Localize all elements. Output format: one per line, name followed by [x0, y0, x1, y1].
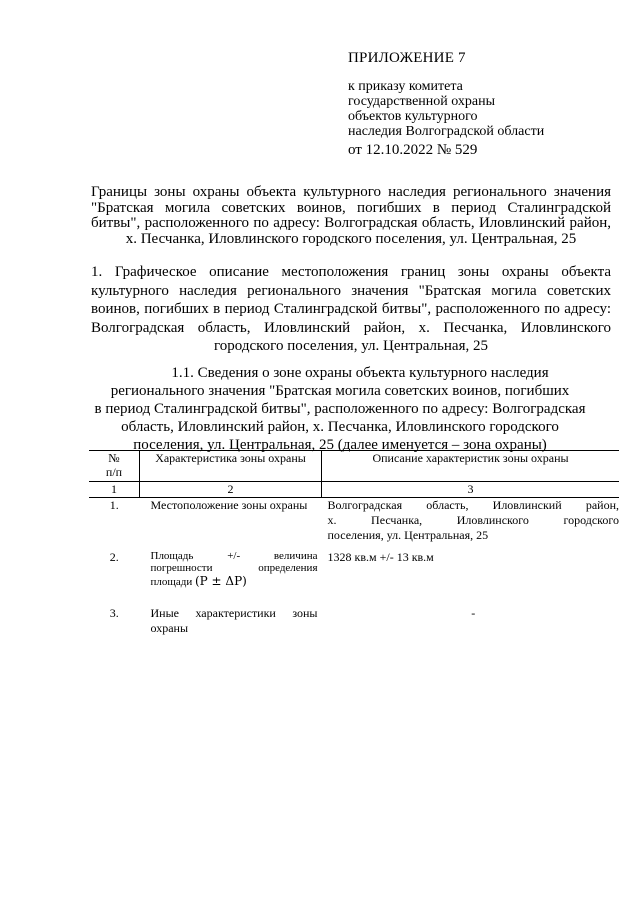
col-number: 1 — [89, 482, 140, 498]
subsection-1-1 — [70, 364, 610, 454]
section-1-line: 1. Графическое описание местоположения границ зоны охраны объекта — [91, 264, 611, 280]
row-name — [140, 550, 322, 606]
row-desc — [322, 498, 620, 551]
name-line: Иные характеристики зоны — [150, 606, 318, 620]
table-row — [89, 498, 619, 551]
row-desc — [322, 550, 620, 606]
desc-line: Волгоградская область, Иловлинский район, — [327, 498, 619, 512]
section-1-line: Волгоградская область, Иловлинский район, х. Песчанка, Иловлинского — [91, 319, 611, 336]
header-characteristic: Характеристика зоны охраны — [140, 451, 322, 482]
table-row — [89, 606, 619, 636]
subsection-line: поселения, ул. Центральная, 25 (далее именуется – зона охраны) — [133, 437, 547, 453]
subsection-line: 1.1. Сведения о зоне охраны объекта культурного наследия — [171, 365, 549, 381]
table-row — [89, 550, 619, 606]
subsection-line: область, Иловлинский район, х. Песчанка, Иловлинского городского — [121, 419, 559, 435]
name-line: Площадь +/- величина — [150, 550, 318, 562]
section-1-line: воинов, погибших в период Сталинградской битвы", расположенного по адресу: — [91, 301, 611, 317]
name-tail: площади — [150, 576, 193, 588]
order-line: государственной охраны — [348, 94, 496, 109]
desc-line: 1328 кв.м +/- 13 кв.м — [327, 550, 434, 564]
order-line: к приказу комитета — [348, 79, 463, 94]
section-1 — [91, 263, 611, 356]
table-header-row — [89, 451, 619, 482]
section-1-line: культурного наследия регионального значения "Братская могила советских — [91, 282, 611, 299]
order-date: от 12.10.2022 № 529 — [348, 142, 478, 158]
col-number: 3 — [322, 482, 620, 498]
header-description: Описание характеристик зоны охраны — [322, 451, 620, 482]
header-num: № п/п — [89, 451, 140, 482]
order-reference — [348, 79, 544, 139]
title-line: Границы зоны охраны объекта культурного наследия регионального значения — [91, 184, 611, 200]
title-line: х. Песчанка, Иловлинского городского поселения, ул. Центральная, 25 — [125, 230, 577, 247]
name-line — [151, 574, 318, 588]
document-title — [91, 185, 611, 247]
formula-text: P ± ΔP — [199, 574, 243, 588]
table-column-numbers — [89, 482, 619, 498]
row-name — [140, 606, 322, 636]
title-line: битвы", расположенного по адресу: Волгоградская область, Иловлинский район, — [91, 215, 611, 231]
name-line: погрешности определения — [150, 562, 318, 574]
desc-line: поселения, ул. Центральная, 25 — [327, 528, 489, 542]
order-line: наследия Волгоградской области — [348, 124, 545, 139]
zone-table — [89, 450, 619, 636]
desc-line: х. Песчанка, Иловлинского городского — [327, 513, 619, 527]
subsection-line: в период Сталинградской битвы", расположенного по адресу: Волгоградская — [94, 401, 586, 417]
row-num: 2. — [109, 550, 119, 564]
formula: (P ± ΔP) — [194, 574, 247, 588]
title-line: "Братская могила советских воинов, погибших в период Сталинградской — [91, 199, 611, 216]
name-line: охраны — [150, 621, 189, 635]
row-num: 1. — [109, 498, 119, 512]
order-line: объектов культурного — [348, 109, 478, 124]
desc-line: - — [471, 606, 476, 620]
row-num: 3. — [109, 606, 119, 620]
row-desc — [322, 606, 620, 636]
appendix-label: ПРИЛОЖЕНИЕ 7 — [348, 50, 466, 66]
col-number: 2 — [140, 482, 322, 498]
row-name: Местоположение зоны охраны — [150, 498, 308, 512]
section-1-line: городского поселения, ул. Центральная, 25 — [214, 338, 488, 354]
subsection-line: регионального значения "Братская могила советских воинов, погибших — [110, 383, 570, 399]
